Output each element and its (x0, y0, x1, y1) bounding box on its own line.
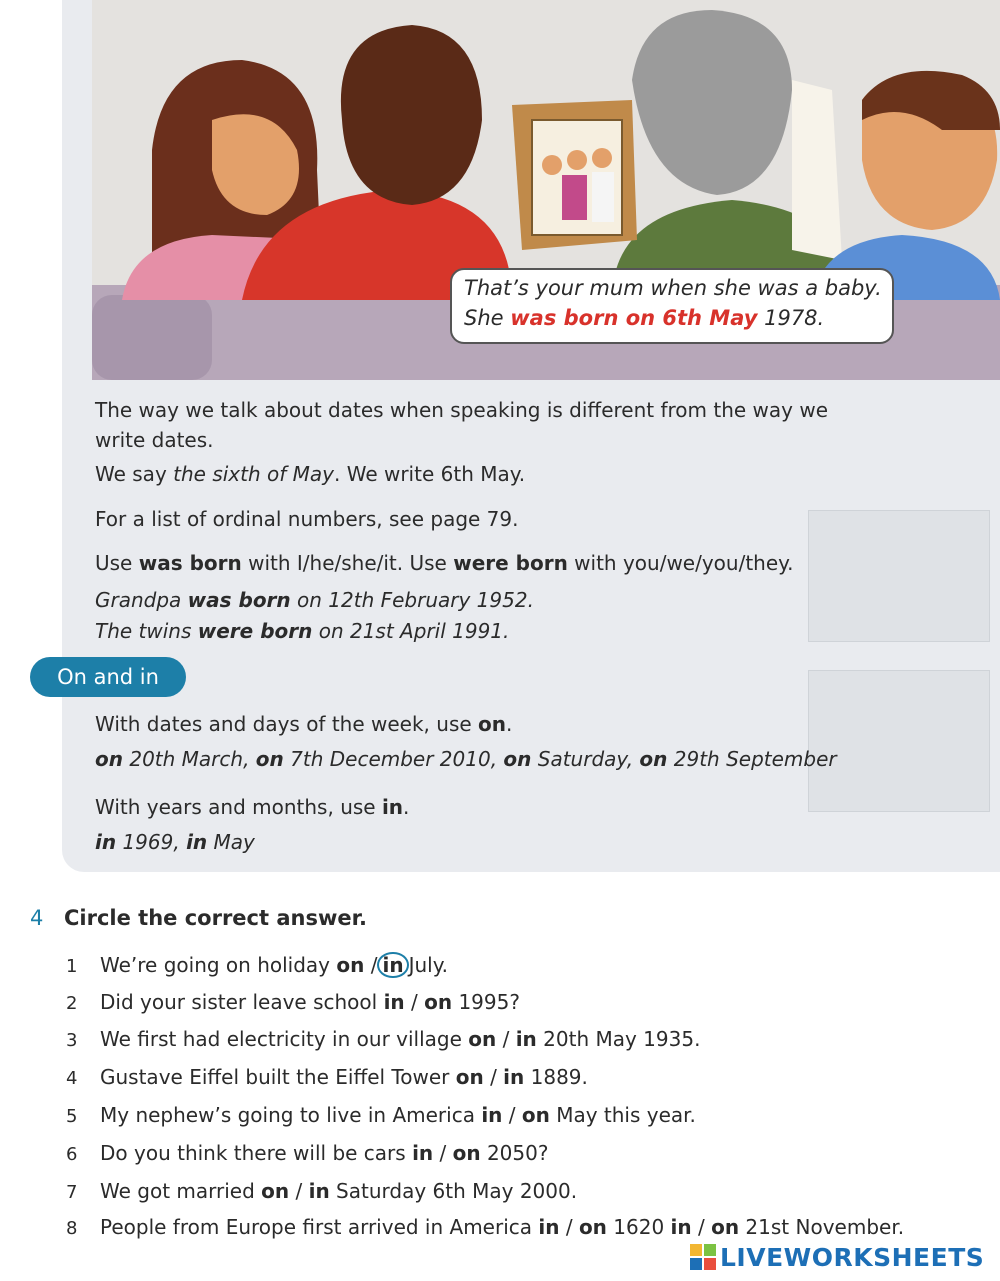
speech-bubble (450, 268, 894, 344)
example-twins: The twins were born on 21st April 1991. (95, 619, 510, 643)
option[interactable]: on (711, 1215, 740, 1239)
rule-on: With dates and days of the week, use on. (95, 712, 513, 736)
exercise-title: Circle the correct answer. (64, 906, 367, 930)
liveworksheets-logo (690, 1240, 984, 1274)
option[interactable]: in (515, 1027, 537, 1051)
example-grandpa: Grandpa was born on 12th February 1952. (95, 588, 534, 612)
exercise-number: 4 (30, 906, 44, 930)
option[interactable]: on (468, 1027, 497, 1051)
exercise-item: 8 People from Europe first arrived in America in / on 1620 in / on 21st November. (66, 1215, 905, 1239)
section-heading-on-and-in: On and in (30, 657, 186, 697)
option[interactable]: on (336, 953, 365, 977)
exercise-item: 6 Do you think there will be cars in / on 2050? (66, 1141, 549, 1165)
option[interactable]: in (412, 1141, 434, 1165)
bubble-line-2: She was born on 6th May 1978. (464, 306, 825, 330)
exercise-item: 4 Gustave Eiffel built the Eiffel Tower on / in 1889. (66, 1065, 588, 1089)
exercise-item: 3 We first had electricity in our village on / in 20th May 1935. (66, 1027, 701, 1051)
option[interactable]: in (670, 1215, 692, 1239)
option[interactable]: on (455, 1065, 484, 1089)
examples-in: in 1969, in May (95, 830, 255, 854)
note-dates-line2: write dates. (95, 428, 214, 452)
highlight-was-born: was born on 6th May (510, 306, 758, 330)
exercise-item: 5 My nephew’s going to live in America in / on May this year. (66, 1103, 696, 1127)
option[interactable]: on (261, 1179, 290, 1203)
note-say-write: We say the sixth of May. We write 6th May. (95, 462, 526, 486)
option[interactable]: in (538, 1215, 560, 1239)
option[interactable]: on (452, 1141, 481, 1165)
exercise-item: 1 We’re going on holiday on / in July. (66, 953, 449, 977)
option[interactable]: on (424, 990, 453, 1014)
option[interactable]: in (503, 1065, 525, 1089)
option[interactable]: in (481, 1103, 503, 1127)
note-was-were-born: Use was born with I/he/she/it. Use were born with you/we/you/they. (95, 551, 794, 575)
examples-on: on 20th March, on 7th December 2010, on Saturday, on 29th September (95, 747, 837, 771)
note-ordinal-numbers: For a list of ordinal numbers, see page 79. (95, 507, 519, 531)
exercise-item: 7 We got married on / in Saturday 6th May 2000. (66, 1179, 578, 1203)
logo-text: LIVEWORKSHEETS (720, 1242, 985, 1272)
exercise-item: 2 Did your sister leave school in / on 1995? (66, 990, 520, 1014)
option[interactable]: on (521, 1103, 550, 1127)
option[interactable]: on (578, 1215, 607, 1239)
bubble-line-1: That’s your mum when she was a baby. (464, 276, 882, 300)
option-circled[interactable]: in (377, 952, 408, 978)
rule-in: With years and months, use in. (95, 795, 410, 819)
logo-mark-icon (690, 1244, 716, 1270)
option[interactable]: in (308, 1179, 330, 1203)
note-dates-line1: The way we talk about dates when speaking is different from the way we (95, 398, 829, 422)
option[interactable]: in (383, 990, 405, 1014)
